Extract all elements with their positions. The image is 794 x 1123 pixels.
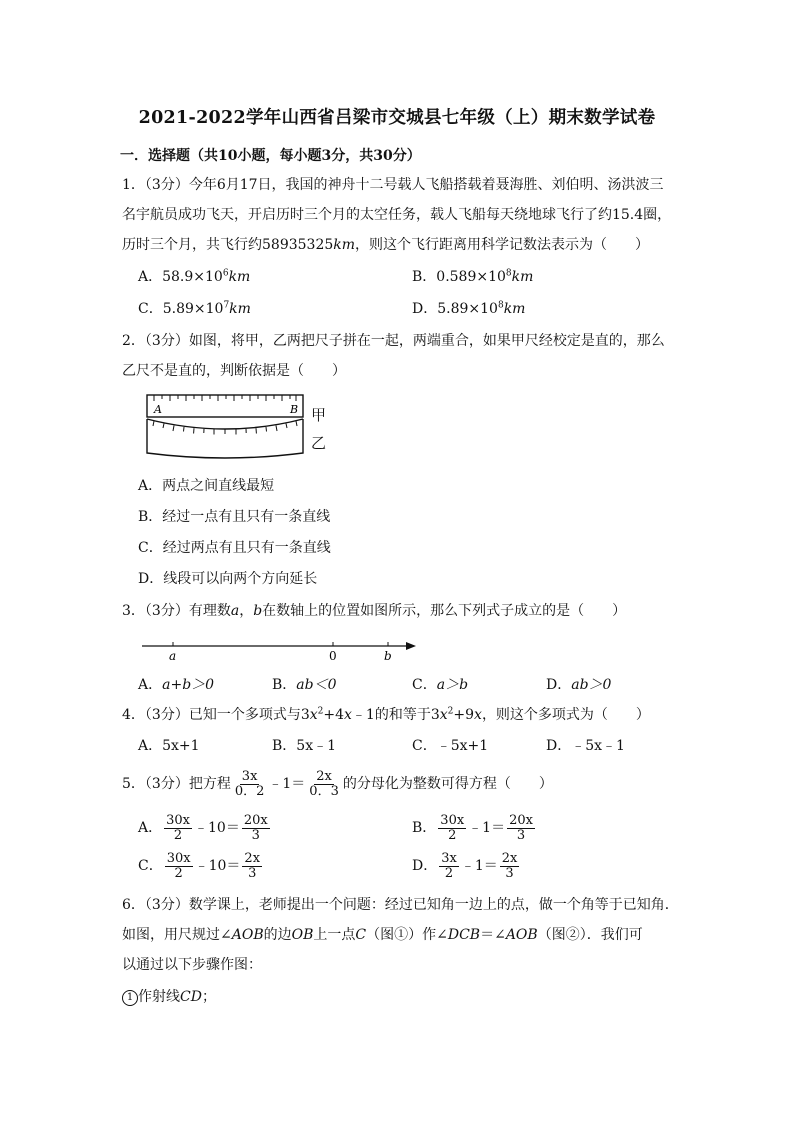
q2-option-a: A．两点之间直线最短 — [138, 478, 275, 494]
q3-option-d: D．ab＞0 — [546, 677, 612, 693]
q2-option-b: B．经过一点有且只有一条直线 — [138, 509, 331, 525]
q1-line3: 历时三个月，共飞行约58935325km，则这个飞行距离用科学记数法表示为（ ） — [122, 237, 650, 253]
q1-option-d: D．$5.89\times 10^8km$ — [412, 300, 526, 317]
q3-option-a: A．a+b＞0 — [138, 677, 215, 693]
q2-option-c: C．经过两点有且只有一条直线 — [138, 540, 331, 556]
q1-line1: 1．（3分）今年6月17日，我国的神舟十二号载人飞船搭载着聂海胜、刘伯明、汤洪波三 — [122, 177, 664, 193]
q1-line2: 名宇航员成功飞天，开启历时三个月的太空任务，载人飞船每天绕地球飞行了约15.4圈， — [122, 207, 672, 223]
q5-option-d: D． $\frac{3x}{2}$ ﹣1＝ $\frac{2x}{3}$ — [412, 850, 518, 881]
point-b-label: B — [290, 403, 299, 416]
number-line-figure — [140, 636, 420, 666]
q5-fraction-2: $\frac{2x}{0.3}$ — [309, 768, 339, 799]
section-heading: 一．选择题（共10小题，每小题3分，共30分） — [120, 148, 421, 164]
q3-option-c: C．a＞b — [412, 677, 469, 693]
rulers-figure — [144, 393, 308, 461]
step-number-circle: 1 — [122, 990, 138, 1006]
q4-option-b: B．5x﹣1 — [272, 738, 337, 754]
ruler-yi-label: 乙 — [311, 434, 327, 452]
q4-option-d: D．﹣5x﹣1 — [546, 738, 625, 754]
q6-line3: 以通过以下步骤作图： — [122, 957, 262, 973]
axis-a-label: a — [169, 649, 177, 663]
q4-option-c: C．﹣5x+1 — [412, 738, 489, 754]
ruler-jia-label: 甲 — [311, 406, 327, 424]
q5-line1: 5．（3分）把方程 $\frac{3x}{0.2}$ ﹣1＝ $\frac{2x}{0.3}$ 的分母化为整数可得方程（ ） — [122, 768, 553, 799]
q6-line1: 6．（3分）数学课上，老师提出一个问题：经过已知角一边上的点，做一个角等于已知角． — [122, 897, 679, 913]
q5-fraction-1: $\frac{3x}{0.2}$ — [234, 768, 265, 799]
q5-option-a: A． $\frac{30x}{2}$ ﹣10＝ $\frac{20x}{3}$ — [138, 812, 268, 843]
point-a-label: A — [154, 403, 162, 416]
q6-step1: 1 作射线CD； — [122, 988, 216, 1006]
q5-option-c: C． $\frac{30x}{2}$ ﹣10＝ $\frac{2x}{3}$ — [138, 850, 261, 881]
q4-option-a: A．5x+1 — [138, 738, 200, 754]
axis-b-label: b — [384, 649, 392, 663]
q1-option-c: C．$5.89\times 10^7km$ — [138, 300, 251, 317]
q4-line1: 4．（3分）已知一个多项式与$3x^2+4x﹣1$的和等于$3x^2+9x$，则这个多项式为（ ） — [122, 706, 650, 723]
q2-option-d: D．线段可以向两个方向延长 — [138, 571, 318, 587]
q6-line2: 如图，用尺规过∠AOB的边OB上一点C（图①）作∠DCB＝∠AOB（图②）．我们可 — [122, 927, 643, 943]
q1-option-b: B．$0.589\times 10^8km$ — [412, 268, 534, 285]
q3-line1: 3．（3分）有理数a，b在数轴上的位置如图所示，那么下列式子成立的是（ ） — [122, 603, 627, 619]
q5-option-b: B． $\frac{30x}{2}$ ﹣1＝ $\frac{20x}{3}$ — [412, 812, 533, 843]
q1-option-a: A．$58.9\times 10^6km$ — [138, 268, 251, 285]
axis-zero-label: 0 — [329, 649, 337, 663]
q2-line2: 乙尺不是直的，判断依据是（ ） — [122, 363, 346, 379]
page-title: 2021-2022学年山西省吕梁市交城县七年级（上）期末数学试卷 — [138, 108, 656, 128]
q2-line1: 2．（3分）如图，将甲，乙两把尺子拼在一起，两端重合，如果甲尺经校定是直的，那么 — [122, 333, 665, 349]
q3-option-b: B．ab＜0 — [272, 677, 337, 693]
